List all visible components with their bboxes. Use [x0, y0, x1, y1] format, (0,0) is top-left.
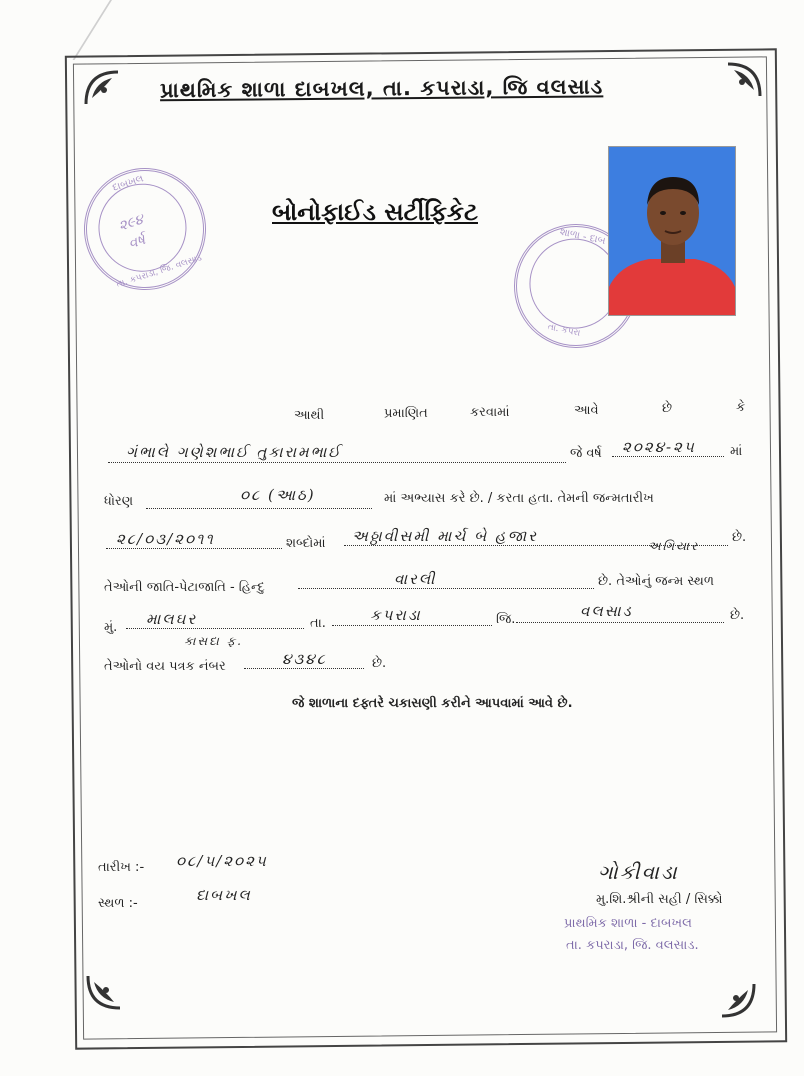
year-label: જે વર્ષ	[570, 446, 602, 461]
dob-words-label: શબ્દોમાં	[286, 536, 326, 551]
intro-word: કે	[736, 400, 746, 415]
register-suffix: છે.	[372, 656, 387, 671]
certificate-title: બોનોફાઈડ સર્ટીફિકેટ	[272, 198, 478, 226]
intro-word: આથી	[294, 408, 325, 423]
village-extra: કાસદા ફ.	[184, 634, 243, 648]
corner-ornament-icon	[84, 972, 124, 1012]
school-stamp-left: દાબખલ ૨૯૪ વર્ષ તા. કપરાડા, જિ. વલસાડ	[68, 152, 222, 306]
intro-word: કરવામાં	[470, 405, 510, 420]
birthplace-label: છે. તેઓનું જન્મ સ્થળ	[598, 574, 714, 589]
signature-label: મુ.શિ.શ્રીની સહી / સિક્કો	[596, 892, 723, 907]
caste-label: તેઓની જાતિ-પેટાજાતિ - હિન્દુ	[104, 580, 265, 595]
dotted-line	[612, 456, 724, 457]
dotted-line	[108, 462, 566, 463]
register-value: ૪૩૪૮	[282, 650, 327, 668]
year-value: ૨૦૨૪-૨૫	[622, 438, 696, 456]
dotted-line	[332, 625, 492, 626]
dob-suffix: છે.	[732, 530, 747, 545]
paper-fold-line	[0, 0, 112, 60]
taluka-label: તા.	[310, 616, 326, 631]
stamp-line-1: પ્રાથમિક શાળા - દાબખલ	[564, 916, 692, 931]
dob-value: ૨૮/૦૩/૨૦૧૧	[116, 530, 215, 548]
district-value: વલસાડ	[580, 602, 633, 620]
village-value: માલઘર	[146, 610, 198, 628]
taluka-value: કપરાડા	[370, 606, 422, 624]
student-name-value: ગંભાલે ગણેશભાઈ તુકારામભાઈ	[126, 443, 342, 461]
school-stamp-right: શાળા - દાબ તા. કપરા	[502, 212, 649, 359]
std-label: ધોરણ	[104, 494, 134, 509]
dotted-line	[146, 508, 372, 509]
student-photo	[608, 146, 736, 316]
dotted-line	[244, 668, 364, 669]
corner-ornament-icon	[82, 68, 122, 108]
dob-words-extra: અગિયાર	[648, 539, 700, 553]
date-label: તારીખ :-	[98, 860, 145, 875]
date-value: ૦૮/૫/૨૦૨૫	[176, 852, 268, 870]
place-value: દાબખલ	[196, 886, 252, 904]
closing-statement: જે શાળાના દફ્તરે ચકાસણી કરીને આપવામાં આવે છે.	[292, 696, 573, 711]
school-name-heading: પ્રાથમિક શાળા દાબખલ, તા. કપરાડા, જિ વલસાડ	[159, 74, 604, 103]
std-value: ૦૮ (આઠ)	[240, 486, 316, 504]
dotted-line	[298, 588, 594, 589]
intro-word: આવે	[574, 403, 599, 418]
dob-words-value: અઠ્ઠાવીસમી માર્ચ બે હજાર	[352, 527, 538, 545]
dotted-line	[516, 622, 724, 623]
corner-ornament-icon	[718, 980, 758, 1020]
place-label: સ્થળ :-	[98, 896, 138, 911]
stamp-line-2: તા. કપરાડા, જિ. વલસાડ.	[566, 938, 699, 953]
village-label: મું.	[104, 620, 118, 635]
caste-value: વારલી	[394, 570, 437, 588]
intro-word: છે	[662, 401, 673, 416]
dotted-line	[126, 628, 304, 629]
place-suffix: છે.	[730, 608, 745, 623]
register-label: તેઓનો વય પત્રક નંબર	[104, 659, 226, 674]
corner-ornament-icon	[724, 60, 764, 100]
intro-word: પ્રમાણિત	[384, 406, 428, 421]
dotted-line	[106, 548, 282, 549]
std-text: માં અભ્યાસ કરે છે. / કરતા હતા. તેમની જન્મતારીખ	[384, 491, 654, 506]
district-label: જિ.	[496, 612, 516, 627]
headmaster-signature: ગોકીવાડા	[598, 860, 679, 884]
year-suffix: માં	[730, 444, 743, 459]
